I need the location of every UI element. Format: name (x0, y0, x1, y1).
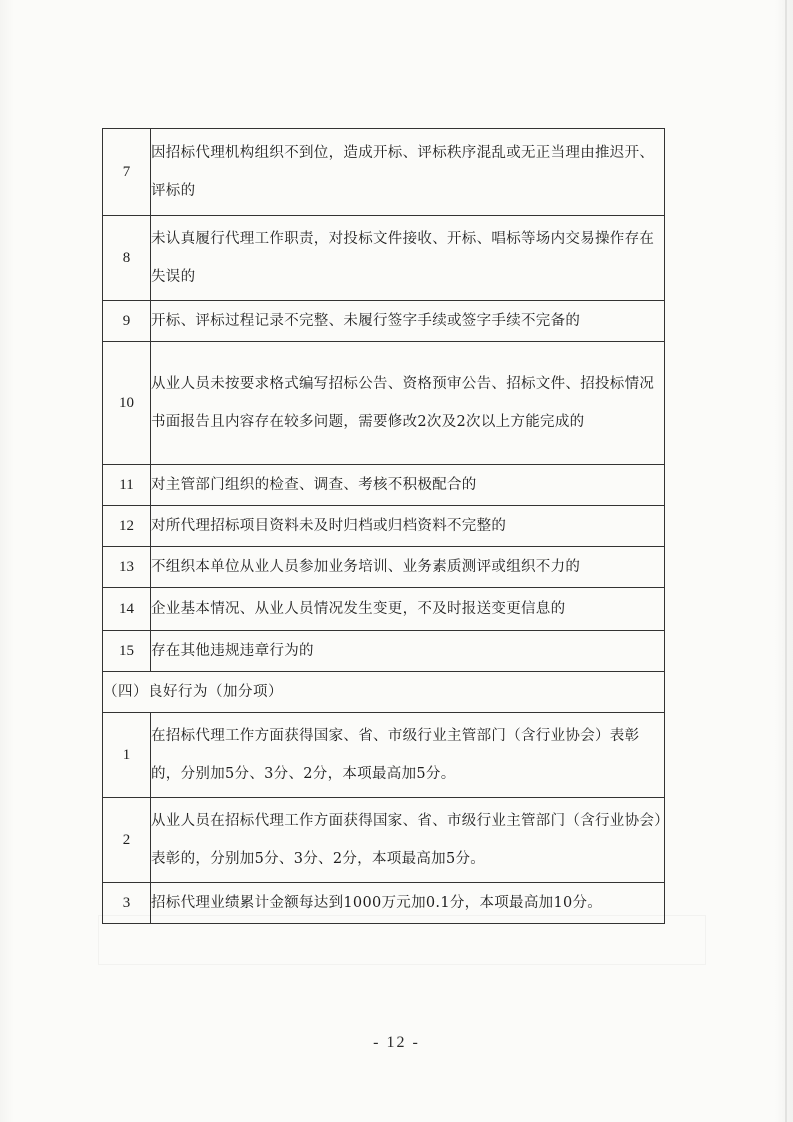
row-number: 13 (103, 547, 151, 588)
table-row (103, 129, 665, 216)
row-description: 从业人员在招标代理工作方面获得国家、省、市级行业主管部门（含行业协会）表彰的，分别加5分、3分、2分，本项最高加5分。 (151, 798, 665, 883)
row-number: 3 (103, 883, 151, 924)
page-number: - 12 - (373, 1034, 420, 1051)
table-row (103, 216, 665, 301)
table-row (103, 631, 665, 672)
row-number: 7 (103, 129, 151, 216)
row-number: 2 (103, 798, 151, 883)
section-title: （四）良好行为（加分项） (103, 672, 665, 713)
row-number: 14 (103, 588, 151, 631)
table-row (103, 588, 665, 631)
row-number: 15 (103, 631, 151, 672)
row-number: 8 (103, 216, 151, 301)
row-description: 招标代理业绩累计金额每达到1000万元加0.1分，本项最高加10分。 (151, 883, 665, 924)
table-row (103, 713, 665, 798)
row-number: 12 (103, 506, 151, 547)
scoring-table (102, 128, 665, 924)
table-row (103, 798, 665, 883)
row-number: 9 (103, 301, 151, 342)
row-description: 开标、评标过程记录不完整、未履行签字手续或签字手续不完备的 (151, 301, 665, 342)
row-description: 在招标代理工作方面获得国家、省、市级行业主管部门（含行业协会）表彰的，分别加5分、3分、2分，本项最高加5分。 (151, 713, 665, 798)
table-row (103, 883, 665, 924)
row-description: 企业基本情况、从业人员情况发生变更，不及时报送变更信息的 (151, 588, 665, 631)
row-description: 从业人员未按要求格式编写招标公告、资格预审公告、招标文件、招投标情况书面报告且内容存在较多问题，需要修改2次及2次以上方能完成的 (151, 342, 665, 465)
row-description: 对主管部门组织的检查、调查、考核不积极配合的 (151, 465, 665, 506)
row-number: 1 (103, 713, 151, 798)
table-row (103, 465, 665, 506)
row-description: 存在其他违规违章行为的 (151, 631, 665, 672)
table-row (103, 342, 665, 465)
row-description: 不组织本单位从业人员参加业务培训、业务素质测评或组织不力的 (151, 547, 665, 588)
scan-edge (785, 0, 787, 1122)
row-description: 未认真履行代理工作职责，对投标文件接收、开标、唱标等场内交易操作存在失误的 (151, 216, 665, 301)
row-description: 对所代理招标项目资料未及时归档或归档资料不完整的 (151, 506, 665, 547)
row-number: 10 (103, 342, 151, 465)
table-row (103, 301, 665, 342)
table-row (103, 547, 665, 588)
section-header-row (103, 672, 665, 713)
table-row (103, 506, 665, 547)
row-number: 11 (103, 465, 151, 506)
row-description: 因招标代理机构组织不到位，造成开标、评标秩序混乱或无正当理由推迟开、评标的 (151, 129, 665, 216)
